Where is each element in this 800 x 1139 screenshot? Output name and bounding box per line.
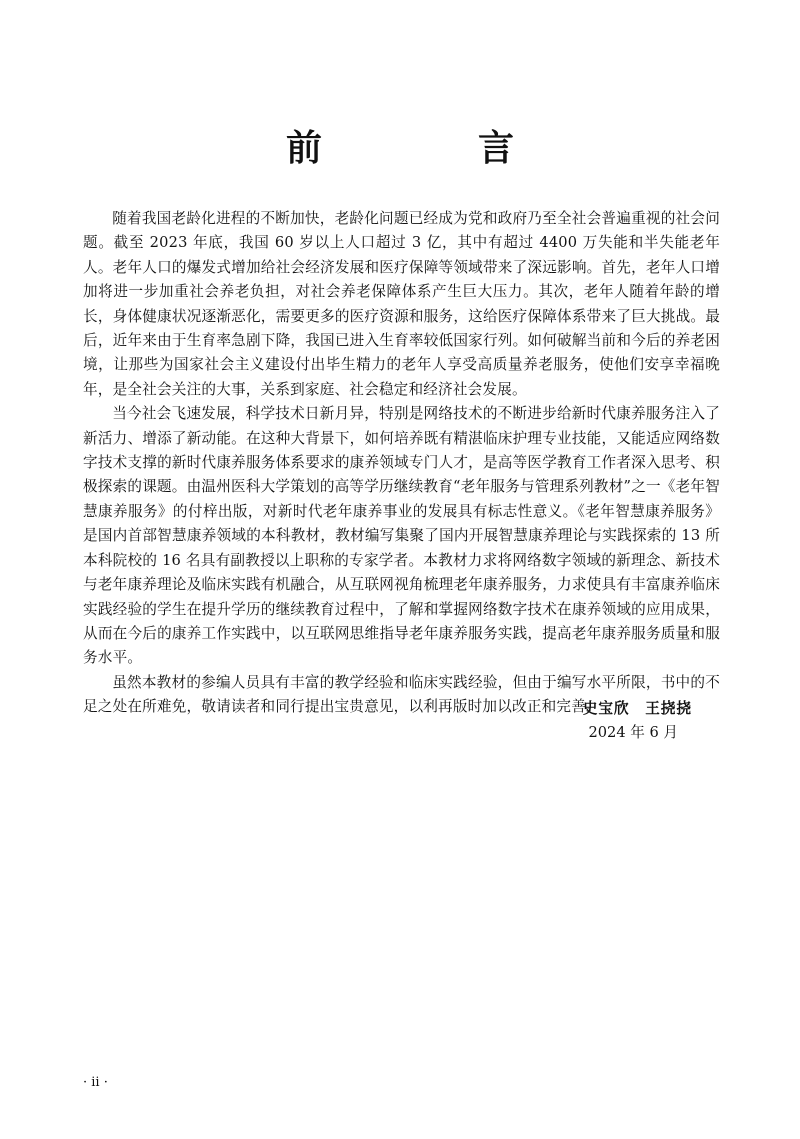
signature-date: 2024 年 6 月 (588, 724, 678, 741)
preface-body (83, 207, 720, 720)
page-title: 前 言 (285, 127, 574, 169)
paragraph-2: 当今社会飞速发展，科学技术日新月异，特别是网络技术的不断进步给新时代康养服务注入了新活力、增添了新动能。在这种大背景下，如何培养既有精湛临床护理专业技能，又能适应网络数字技术支撑的新时代康养服务体系要求的康养领域专门人才，是高等医学教育工作者深入思考、积极探索的课题。由温州医科大学策划的高等学历继续教育“老年服务与管理系列教材”之一《老年智慧康养服务》的付梓出版，对新时代老年康养事业的发展具有标志性意义。《老年智慧康养服务》是国内首部智慧康养领域的本科教材，教材编写集聚了国内开展智慧康养理论与实践探索的 13 所本科院校的 16 名具有副教授以上职称的专家学者。本教材力求将网络数字领域的新理念、新技术与老年康养理论及临床实践有机融合，从互联网视角梳理老年康养服务，力求使具有丰富康养临床实践经验的学生在提升学历的继续教育过程中，了解和掌握网络数字技术在康养领域的应用成果，从而在今后的康养工作实践中，以互联网思维指导老年康养服务实践，提高老年康养服务质量和服务水平。 (83, 405, 720, 667)
paragraph-3: 虽然本教材的参编人员具有丰富的教学经验和临床实践经验，但由于编写水平所限，书中的不足之处在所难免，敬请读者和同行提出宝贵意见，以利再版时加以改正和完善。 (83, 673, 720, 716)
paragraph-1: 随着我国老龄化进程的不断加快，老龄化问题已经成为党和政府乃至全社会普遍重视的社会问题。截至 2023 年底，我国 60 岁以上人口超过 3 亿，其中有超过 4400 万失能和半失能老年人。老年人口的爆发式增加给社会经济发展和医疗保障等领域带来了深远影响。首先，老年人口增加将进一步加重社会养老负担，对社会养老保障体系产生巨大压力。其次，老年人随着年龄的增长，身体健康状况逐渐恶化，需要更多的医疗资源和服务，这给医疗保障体系带来了巨大挑战。最后，近年来由于生育率急剧下降，我国已进入生育率较低国家行列。如何破解当前和今后的养老困境，让那些为国家社会主义建设付出毕生精力的老年人享受高质量养老服务，使他们安享幸福晚年，是全社会关注的大事，关系到家庭、社会稳定和经济社会发展。 (83, 210, 720, 398)
author-names: 史宝欣 王挠挠 (582, 700, 692, 717)
signature-block (583, 697, 692, 745)
page-number: · ii · (83, 1075, 108, 1090)
